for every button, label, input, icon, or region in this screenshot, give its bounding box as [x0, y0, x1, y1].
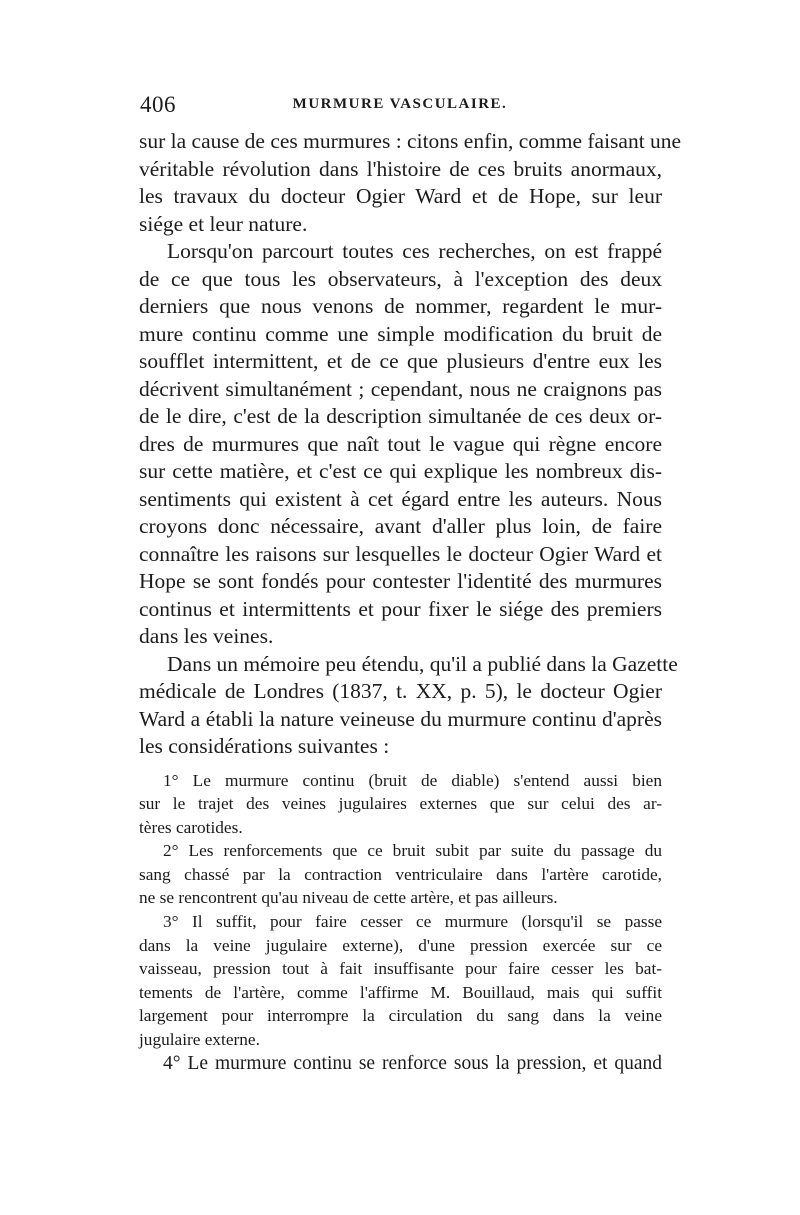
text-line: soufflet intermittent, et de ce que plusieurs d'entre eux les — [139, 349, 662, 373]
text-line: Ward a établi la nature veineuse du murmure continu d'après — [139, 706, 662, 731]
text-line: de le dire, c'est de la description simultanée de ces deux or- — [139, 404, 662, 428]
list-item — [139, 1052, 662, 1076]
text-line: 2° Les renforcements que ce bruit subit par suite du passage du — [163, 841, 662, 861]
text-line: continus et intermittents et pour fixer le siége des premiers — [139, 596, 662, 621]
text-line: sang chassé par la contraction ventriculaire dans l'artère carotide, — [139, 864, 662, 884]
text-line: Hope se sont fondés pour contester l'identité des murmures — [139, 569, 662, 593]
paragraph — [139, 128, 682, 238]
numbered-list — [139, 769, 662, 1052]
text-line: sentiments qui existent à cet égard entre les auteurs. Nous — [139, 486, 662, 511]
list-item — [139, 839, 662, 910]
text-line: sur la cause de ces murmures : citons enfin, comme faisant une — [139, 129, 682, 153]
paragraph — [139, 238, 662, 651]
text-line: jugulaire externe. — [139, 1030, 260, 1050]
text-line: dans les veines. — [139, 624, 274, 648]
text-line: sur le trajet des veines jugulaires externes que sur celui des ar- — [139, 794, 662, 814]
running-title: MURMURE VASCULAIRE. — [292, 96, 508, 112]
text-line: de ce que tous les observateurs, à l'exception des deux — [139, 266, 662, 291]
paragraph — [139, 651, 678, 761]
text-line: véritable révolution dans l'histoire de ces bruits anormaux, — [139, 156, 662, 181]
page-header — [140, 92, 660, 122]
text-line: médicale de Londres (1837, t. XX, p. 5), le docteur Ogier — [139, 679, 662, 703]
list-item — [139, 910, 662, 1052]
body-text — [139, 128, 682, 1075]
text-line: siége et leur nature. — [139, 211, 308, 236]
text-line: sur cette matière, et c'est ce qui explique les nombreux dis- — [139, 459, 662, 483]
text-line: croyons donc nécessaire, avant d'aller plus loin, de faire — [139, 514, 662, 538]
text-line: 4° Le murmure continu se renforce sous la pression, et quand — [163, 1052, 662, 1074]
text-line: derniers que nous venons de nommer, regardent le mur- — [139, 294, 662, 318]
text-line: les considérations suivantes : — [139, 734, 390, 758]
text-line: tères carotides. — [139, 817, 243, 837]
text-line: vaisseau, pression tout à fait insuffisante pour faire cesser les bat- — [139, 959, 662, 979]
text-line: décrivent simultanément ; cependant, nous ne craignons pas — [139, 376, 662, 401]
text-line: 1° Le murmure continu (bruit de diable) s'entend aussi bien — [163, 770, 662, 790]
page-number: 406 — [140, 92, 176, 117]
text-line: Dans un mémoire peu étendu, qu'il a publié dans la Gazette — [167, 651, 678, 676]
text-line: les travaux du docteur Ogier Ward et de Hope, sur leur — [139, 184, 662, 208]
text-line: 3° Il suffit, pour faire cesser ce murmure (lorsqu'il se passe — [163, 912, 662, 932]
text-line: ne se rencontrent qu'au niveau de cette artère, et pas ailleurs. — [139, 888, 558, 908]
text-line: dans la veine jugulaire externe), d'une pression exercée sur ce — [139, 935, 662, 955]
text-line: largement pour interrompre la circulation du sang dans la veine — [139, 1006, 662, 1026]
list-item — [139, 769, 662, 840]
text-line: dres de murmures que naît tout le vague qui règne encore — [139, 431, 662, 456]
text-line: mure continu comme une simple modification du bruit de — [139, 321, 662, 346]
spacer — [139, 761, 662, 769]
text-line: connaître les raisons sur lesquelles le docteur Ogier Ward et — [139, 541, 662, 566]
text-line: tements de l'artère, comme l'affirme M. Bouillaud, mais qui suffit — [139, 982, 662, 1002]
text-line: Lorsqu'on parcourt toutes ces recherches, on est frappé — [167, 239, 662, 263]
